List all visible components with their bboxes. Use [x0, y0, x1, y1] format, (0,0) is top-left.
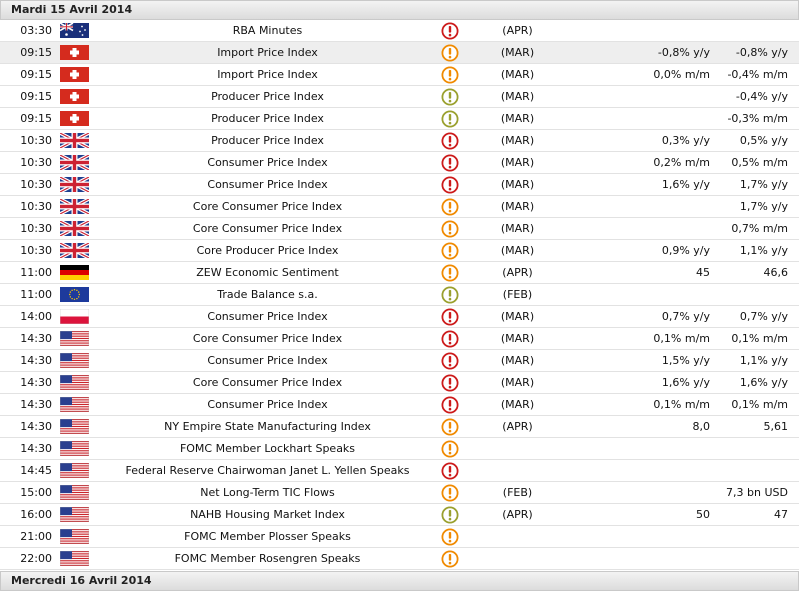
event-row[interactable]: [0, 306, 799, 328]
country-flag-us-icon: [60, 441, 89, 456]
event-forecast-value: 0,7% m/m: [731, 222, 788, 235]
country-flag-us-icon: [60, 529, 89, 544]
event-period: (MAR): [500, 90, 535, 103]
event-time: 09:15: [20, 90, 52, 103]
event-row[interactable]: [0, 174, 799, 196]
event-forecast-value: 46,6: [763, 266, 788, 279]
country-flag-us-icon: [60, 353, 89, 368]
importance-medium-icon: [441, 550, 461, 568]
event-period: (MAR): [500, 354, 535, 367]
event-row[interactable]: [0, 64, 799, 86]
event-row[interactable]: [0, 218, 799, 240]
country-flag-us-icon: [60, 485, 89, 500]
event-actual-value: [560, 526, 710, 547]
event-row[interactable]: [0, 240, 799, 262]
event-period: (APR): [502, 508, 533, 521]
event-row[interactable]: [0, 108, 799, 130]
event-period: (MAR): [500, 178, 535, 191]
event-forecast-value: 0,5% y/y: [739, 134, 788, 147]
importance-high-icon: [441, 176, 461, 194]
event-name[interactable]: Core Consumer Price Index: [192, 376, 343, 389]
event-name[interactable]: Net Long-Term TIC Flows: [200, 486, 335, 499]
country-flag-gb-icon: [60, 177, 89, 192]
event-time: 14:45: [20, 464, 52, 477]
country-flag-gb-icon: [60, 199, 89, 214]
importance-medium-icon: [441, 418, 461, 436]
event-name[interactable]: Consumer Price Index: [207, 310, 328, 323]
event-name[interactable]: NAHB Housing Market Index: [190, 508, 345, 521]
event-name[interactable]: FOMC Member Plosser Speaks: [184, 530, 351, 543]
event-forecast-value: 0,1% m/m: [731, 332, 788, 345]
importance-medium-icon: [441, 440, 461, 458]
event-actual-value: [560, 218, 710, 239]
country-flag-de-icon: [60, 265, 89, 280]
event-actual-value: [560, 548, 710, 569]
event-period: (MAR): [500, 200, 535, 213]
event-period: (FEB): [502, 288, 533, 301]
event-time: 15:00: [20, 486, 52, 499]
event-name[interactable]: Trade Balance s.a.: [217, 288, 318, 301]
event-name[interactable]: FOMC Member Lockhart Speaks: [179, 442, 356, 455]
event-forecast-value: [710, 438, 788, 459]
event-row[interactable]: [0, 438, 799, 460]
event-row[interactable]: [0, 394, 799, 416]
event-name[interactable]: NY Empire State Manufacturing Index: [164, 420, 371, 433]
country-flag-ch-icon: [60, 45, 89, 60]
event-row[interactable]: [0, 460, 799, 482]
event-forecast-value: 0,7% y/y: [739, 310, 788, 323]
event-period: [480, 548, 555, 569]
event-time: 11:00: [20, 288, 52, 301]
event-period: (APR): [502, 24, 533, 37]
event-time: 09:15: [20, 46, 52, 59]
event-time: 14:00: [20, 310, 52, 323]
country-flag-gb-icon: [60, 133, 89, 148]
event-forecast-value: -0,3% m/m: [727, 112, 788, 125]
event-actual-value: [560, 460, 710, 481]
event-actual-value: [560, 86, 710, 107]
importance-high-icon: [441, 330, 461, 348]
event-actual-value: [560, 482, 710, 503]
event-period: (APR): [502, 266, 533, 279]
event-row[interactable]: [0, 284, 799, 306]
event-time: 14:30: [20, 376, 52, 389]
event-period: (MAR): [500, 398, 535, 411]
event-time: 10:30: [20, 200, 52, 213]
event-time: 14:30: [20, 420, 52, 433]
event-actual-value: 0,1% m/m: [653, 398, 710, 411]
country-flag-gb-icon: [60, 155, 89, 170]
event-time: 10:30: [20, 178, 52, 191]
country-flag-ch-icon: [60, 111, 89, 126]
importance-high-icon: [441, 462, 461, 480]
event-name[interactable]: Federal Reserve Chairwoman Janet L. Yellen Speaks: [125, 464, 410, 477]
country-flag-au-icon: [60, 23, 89, 38]
event-actual-value: 45: [696, 266, 710, 279]
event-forecast-value: [710, 284, 788, 305]
event-forecast-value: [710, 526, 788, 547]
event-time: 14:30: [20, 354, 52, 367]
event-period: (MAR): [500, 332, 535, 345]
country-flag-eu-icon: [60, 287, 89, 302]
importance-low-icon: [441, 286, 461, 304]
event-forecast-value: 47: [774, 508, 788, 521]
event-forecast-value: 1,6% y/y: [739, 376, 788, 389]
event-actual-value: 1,5% y/y: [661, 354, 710, 367]
event-period: [480, 526, 555, 547]
event-row[interactable]: [0, 548, 799, 570]
country-flag-pl-icon: [60, 309, 89, 324]
event-forecast-value: [710, 548, 788, 569]
event-forecast-value: 1,7% y/y: [739, 200, 788, 213]
event-row[interactable]: [0, 20, 799, 42]
event-forecast-value: [710, 460, 788, 481]
event-actual-value: 0,0% m/m: [653, 68, 710, 81]
event-name[interactable]: Consumer Price Index: [207, 178, 328, 191]
event-row[interactable]: [0, 196, 799, 218]
event-actual-value: [560, 20, 710, 41]
event-actual-value: [560, 438, 710, 459]
event-forecast-value: 5,61: [763, 420, 788, 433]
event-actual-value: 0,3% y/y: [661, 134, 710, 147]
event-name[interactable]: Consumer Price Index: [207, 354, 328, 367]
event-period: (MAR): [500, 134, 535, 147]
importance-high-icon: [441, 22, 461, 40]
event-actual-value: [560, 196, 710, 217]
event-actual-value: [560, 108, 710, 129]
event-time: 16:00: [20, 508, 52, 521]
event-forecast-value: -0,8% y/y: [735, 46, 788, 59]
event-period: (MAR): [500, 244, 535, 257]
country-flag-ch-icon: [60, 89, 89, 104]
event-period: (APR): [502, 420, 533, 433]
event-row[interactable]: [0, 262, 799, 284]
importance-high-icon: [441, 396, 461, 414]
event-name[interactable]: Import Price Index: [217, 68, 318, 81]
country-flag-us-icon: [60, 463, 89, 478]
country-flag-us-icon: [60, 331, 89, 346]
event-actual-value: 0,2% m/m: [653, 156, 710, 169]
importance-high-icon: [441, 308, 461, 326]
country-flag-us-icon: [60, 507, 89, 522]
importance-high-icon: [441, 132, 461, 150]
event-name[interactable]: Core Consumer Price Index: [192, 222, 343, 235]
country-flag-gb-icon: [60, 243, 89, 258]
importance-high-icon: [441, 374, 461, 392]
event-list: [0, 20, 799, 570]
event-row[interactable]: [0, 504, 799, 526]
event-actual-value: 50: [696, 508, 710, 521]
country-flag-us-icon: [60, 375, 89, 390]
event-name[interactable]: Producer Price Index: [211, 134, 324, 147]
event-forecast-value: 1,1% y/y: [739, 244, 788, 257]
event-time: 14:30: [20, 398, 52, 411]
day-header: Mardi 15 Avril 2014: [0, 0, 799, 20]
event-row[interactable]: [0, 130, 799, 152]
event-name[interactable]: Consumer Price Index: [207, 156, 328, 169]
event-row[interactable]: [0, 482, 799, 504]
event-name[interactable]: Consumer Price Index: [207, 398, 328, 411]
event-forecast-value: 1,7% y/y: [739, 178, 788, 191]
event-period: (MAR): [500, 68, 535, 81]
event-actual-value: 8,0: [692, 420, 710, 433]
event-name[interactable]: ZEW Economic Sentiment: [196, 266, 339, 279]
event-name[interactable]: Core Consumer Price Index: [192, 332, 343, 345]
event-row[interactable]: [0, 416, 799, 438]
event-time: 09:15: [20, 68, 52, 81]
event-name[interactable]: Core Producer Price Index: [196, 244, 339, 257]
event-forecast-value: -0,4% y/y: [735, 90, 788, 103]
event-forecast-value: [710, 20, 788, 41]
event-actual-value: 0,1% m/m: [653, 332, 710, 345]
event-name[interactable]: RBA Minutes: [232, 24, 303, 37]
importance-high-icon: [441, 154, 461, 172]
country-flag-us-icon: [60, 397, 89, 412]
event-actual-value: 1,6% y/y: [661, 178, 710, 191]
event-forecast-value: 1,1% y/y: [739, 354, 788, 367]
event-time: 03:30: [20, 24, 52, 37]
event-time: 22:00: [20, 552, 52, 565]
event-time: 21:00: [20, 530, 52, 543]
event-period: (MAR): [500, 112, 535, 125]
event-forecast-value: -0,4% m/m: [727, 68, 788, 81]
importance-medium-icon: [441, 66, 461, 84]
event-actual-value: 0,7% y/y: [661, 310, 710, 323]
event-actual-value: [560, 284, 710, 305]
event-period: (MAR): [500, 376, 535, 389]
event-period: (MAR): [500, 310, 535, 323]
event-name[interactable]: Producer Price Index: [211, 112, 324, 125]
event-time: 14:30: [20, 332, 52, 345]
importance-medium-icon: [441, 484, 461, 502]
importance-medium-icon: [441, 44, 461, 62]
event-time: 11:00: [20, 266, 52, 279]
importance-low-icon: [441, 88, 461, 106]
importance-medium-icon: [441, 220, 461, 238]
event-forecast-value: 7,3 bn USD: [726, 486, 788, 499]
event-time: 14:30: [20, 442, 52, 455]
event-actual-value: 1,6% y/y: [661, 376, 710, 389]
event-row[interactable]: [0, 152, 799, 174]
event-period: [480, 438, 555, 459]
country-flag-us-icon: [60, 551, 89, 566]
event-row[interactable]: [0, 86, 799, 108]
event-name[interactable]: Producer Price Index: [211, 90, 324, 103]
event-period: (MAR): [500, 222, 535, 235]
event-time: 10:30: [20, 156, 52, 169]
event-row[interactable]: [0, 350, 799, 372]
event-name[interactable]: Import Price Index: [217, 46, 318, 59]
event-period: [480, 460, 555, 481]
importance-low-icon: [441, 110, 461, 128]
event-row[interactable]: [0, 526, 799, 548]
country-flag-us-icon: [60, 419, 89, 434]
importance-high-icon: [441, 352, 461, 370]
event-time: 10:30: [20, 222, 52, 235]
next-day-header: Mercredi 16 Avril 2014: [0, 571, 799, 591]
event-name[interactable]: Core Consumer Price Index: [192, 200, 343, 213]
country-flag-ch-icon: [60, 67, 89, 82]
importance-medium-icon: [441, 242, 461, 260]
event-time: 10:30: [20, 244, 52, 257]
event-row[interactable]: [0, 328, 799, 350]
event-period: (MAR): [500, 46, 535, 59]
event-period: (FEB): [502, 486, 533, 499]
importance-medium-icon: [441, 264, 461, 282]
event-row[interactable]: [0, 42, 799, 64]
importance-low-icon: [441, 506, 461, 524]
event-name[interactable]: FOMC Member Rosengren Speaks: [174, 552, 361, 565]
importance-medium-icon: [441, 198, 461, 216]
event-actual-value: -0,8% y/y: [657, 46, 710, 59]
event-row[interactable]: [0, 372, 799, 394]
event-forecast-value: 0,1% m/m: [731, 398, 788, 411]
event-time: 10:30: [20, 134, 52, 147]
event-time: 09:15: [20, 112, 52, 125]
event-period: (MAR): [500, 156, 535, 169]
event-actual-value: 0,9% y/y: [661, 244, 710, 257]
importance-medium-icon: [441, 528, 461, 546]
country-flag-gb-icon: [60, 221, 89, 236]
event-forecast-value: 0,5% m/m: [731, 156, 788, 169]
